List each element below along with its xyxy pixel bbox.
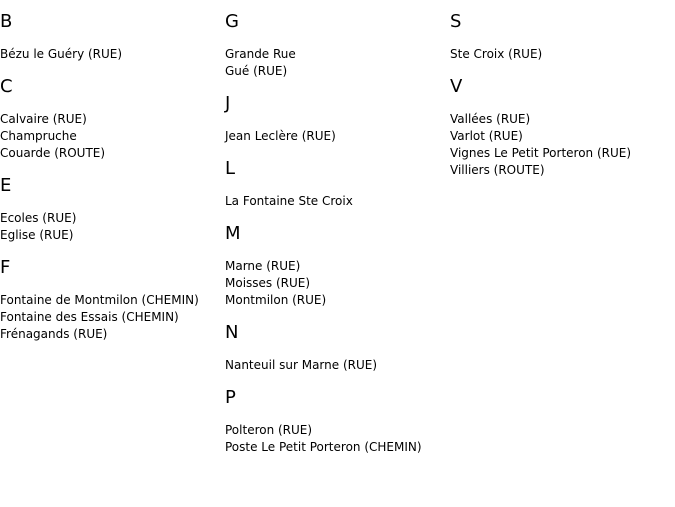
letter-heading: M [225,223,241,244]
index-column [225,0,450,469]
letter-heading: B [0,11,13,32]
letter-heading: G [225,11,239,32]
street-link[interactable]: Gué (RUE) [225,64,288,78]
letter-group-s [450,11,675,63]
letter-heading: N [225,322,239,343]
street-list [450,111,675,179]
street-link[interactable]: Vallées (RUE) [450,112,531,126]
street-link[interactable]: Champruche [0,129,77,143]
letter-group-j [225,93,450,145]
street-link[interactable]: Ecoles (RUE) [0,211,77,225]
street-link[interactable]: Montmilon (RUE) [225,293,327,307]
street-link[interactable]: La Fontaine Ste Croix [225,194,353,208]
letter-group-c [0,76,225,162]
letter-heading: E [0,175,12,196]
letter-heading: V [450,76,463,97]
letter-group-m [225,223,450,309]
street-link[interactable]: Marne (RUE) [225,259,301,273]
street-list [225,258,450,309]
street-list [450,46,675,63]
letter-heading: S [450,11,462,32]
letter-group-b [0,11,225,63]
street-link[interactable]: Vignes Le Petit Porteron (RUE) [450,146,632,160]
street-link[interactable]: Ste Croix (RUE) [450,47,543,61]
street-list [0,210,225,244]
street-link[interactable]: Varlot (RUE) [450,129,523,143]
street-list [0,111,225,162]
index-column [0,0,225,356]
letter-heading: J [225,93,231,114]
street-list [225,193,450,210]
street-list [225,128,450,145]
letter-group-p [225,387,450,456]
letter-group-e [0,175,225,244]
index-column [450,0,675,192]
street-link[interactable]: Villiers (ROUTE) [450,163,545,177]
street-link[interactable]: Eglise (RUE) [0,228,74,242]
letter-group-f [0,257,225,343]
street-link[interactable]: Moisses (RUE) [225,276,311,290]
street-link[interactable]: Frénagands (RUE) [0,327,108,341]
street-link[interactable]: Couarde (ROUTE) [0,146,106,160]
street-link[interactable]: Jean Leclère (RUE) [225,129,336,143]
street-list [0,46,225,63]
letter-heading: F [0,257,11,278]
street-list [0,292,225,343]
letter-heading: C [0,76,13,97]
letter-group-g [225,11,450,80]
letter-heading: L [225,158,236,179]
street-list [225,46,450,80]
street-link[interactable]: Bézu le Guéry (RUE) [0,47,123,61]
letter-heading: P [225,387,236,408]
street-link[interactable]: Nanteuil sur Marne (RUE) [225,358,378,372]
street-link[interactable]: Polteron (RUE) [225,423,313,437]
street-list [225,357,450,374]
street-link[interactable]: Calvaire (RUE) [0,112,87,126]
street-link[interactable]: Fontaine des Essais (CHEMIN) [0,310,179,324]
street-list [225,422,450,456]
letter-group-n [225,322,450,374]
letter-group-v [450,76,675,179]
street-link[interactable]: Poste Le Petit Porteron (CHEMIN) [225,440,422,454]
street-link[interactable]: Grande Rue [225,47,296,61]
letter-group-l [225,158,450,210]
street-link[interactable]: Fontaine de Montmilon (CHEMIN) [0,293,199,307]
